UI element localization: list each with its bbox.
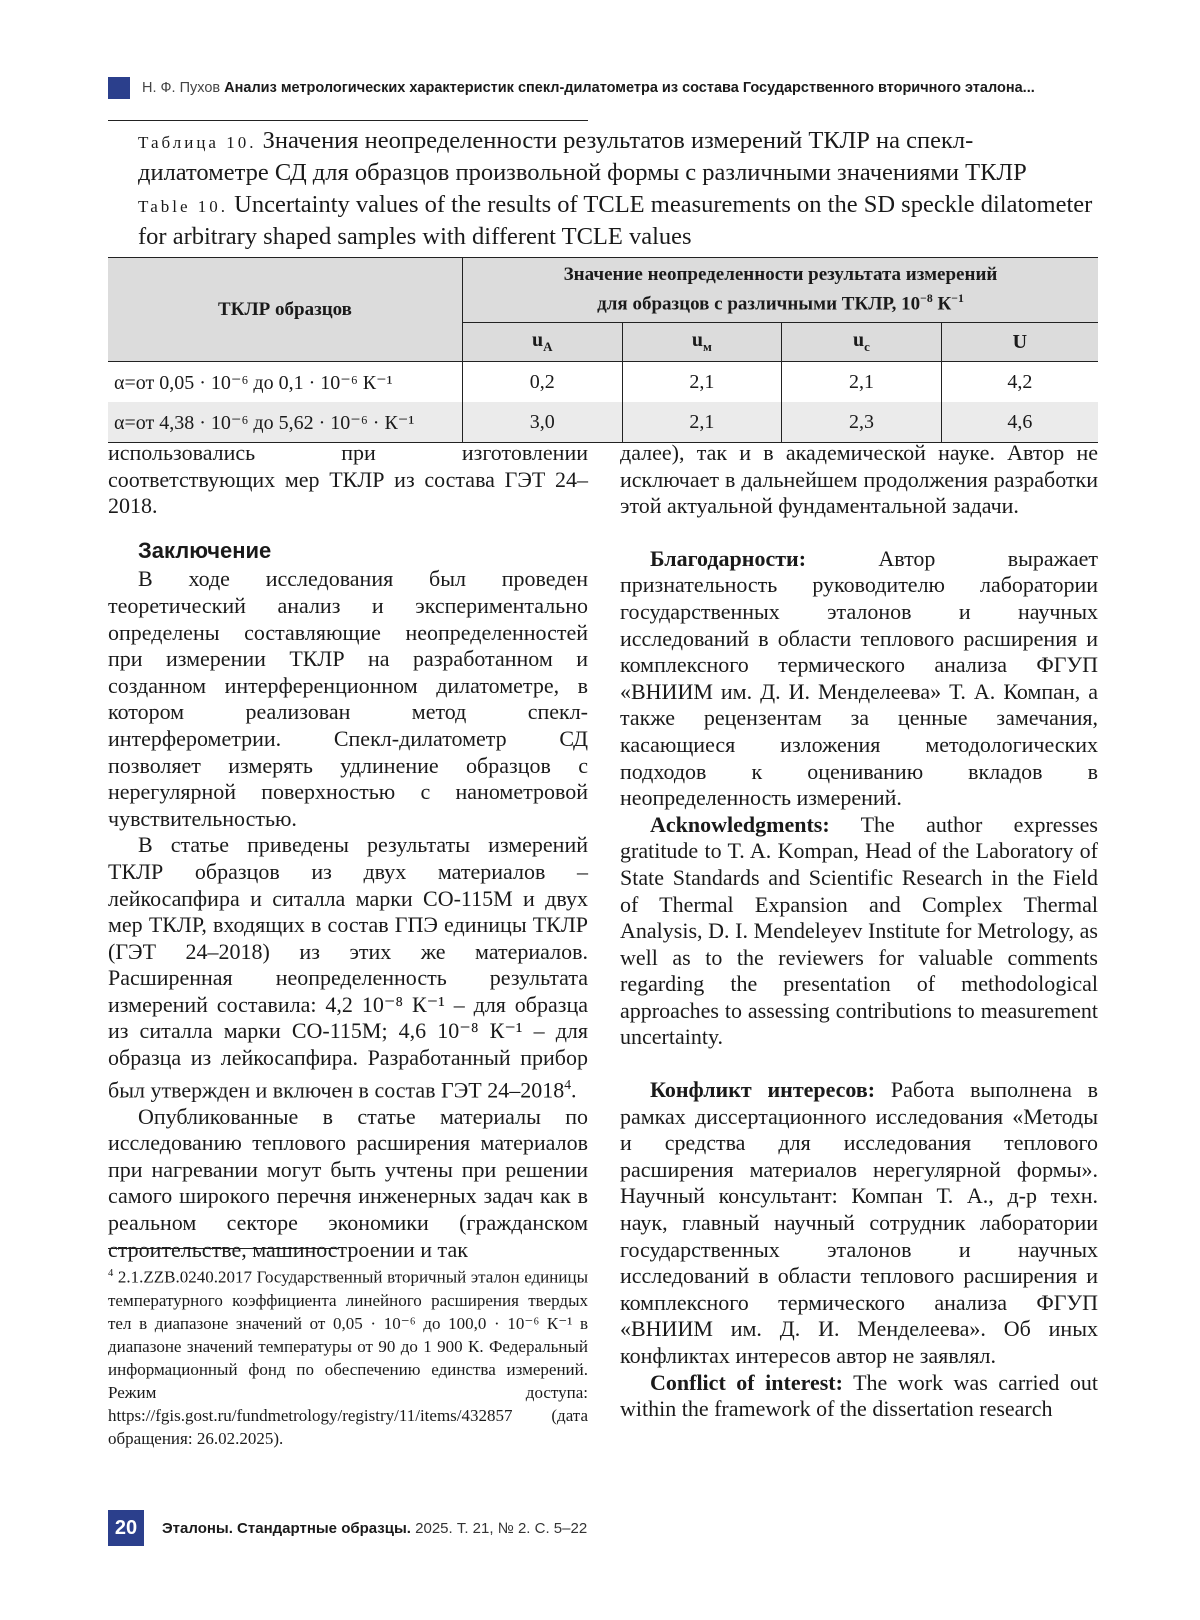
journal-citation xyxy=(162,1520,587,1537)
footnote-number: 4 xyxy=(108,1268,114,1279)
journal-issue: 2025. Т. 21, № 2. С. 5–22 xyxy=(410,1519,588,1537)
spacer xyxy=(620,520,1098,546)
conclusion-paragraph-3: Опубликованные в статье материалы по исследованию теплового расширения материалов при нагревании могут быть учтены при решении самого широкого перечня инженерных задач как в реальном секторе экономики (гражданском строительстве, машиностроении и так xyxy=(108,1103,588,1262)
footnote-ref-4: 4 xyxy=(564,1076,572,1092)
group-header-unit: К xyxy=(932,293,952,315)
conclusion-paragraph-1: В ходе исследования был проведен теоретический анализ и экспериментально определены составляющие неопределенностей при измерении ТКЛР на разработанном и созданном интерференционном дилатометре, в котором реализован метод спекл-интерферометрии. Спекл-дилатометр СД позволяет измерять удлинение образцов с нерегулярной поверхностью с нанометровой чувствительностью. xyxy=(108,566,588,831)
group-header-line1: Значение неопределенности результата измерений xyxy=(563,264,998,286)
header-color-mark xyxy=(108,77,130,99)
cell-um: 2,1 xyxy=(622,362,782,403)
group-header-unit-exp: −1 xyxy=(951,292,964,306)
conflict-en-text: The work was carried out within the framework of the dissertation research xyxy=(620,1369,1098,1422)
header-text xyxy=(142,80,1035,96)
row-label: α=от 4,38 · 10⁻⁶ до 5,62 · 10⁻⁶ · К⁻¹ xyxy=(108,402,463,443)
footnote-4 xyxy=(108,1262,588,1450)
conclusion-paragraph-2-text: В статье приведены результаты измерений ТКЛР образцов из двух материалов – лейкосапфира и ситалла марки СО-115М и двух мер ТКЛР, входящих в состав ГПЭ единицы ТКЛР (ГЭТ 24–2018) из этих же материалов. Расширенная неопределенность результата измерений составила: 4,2 10⁻⁸ К⁻¹ – для образца из ситалла марки СО-115М; 4,6 10⁻⁸ К⁻¹ – для образца из лейкосапфира. Разработанный прибор был утвержден и включен в состав ГЭТ 24–2018 xyxy=(108,832,588,1102)
conflict-ru-label: Конфликт интересов: xyxy=(650,1077,876,1103)
conclusion-heading: Заключение xyxy=(138,537,272,563)
footnote-text: 2.1.ZZB.0240.2017 Государственный вторичный эталон единицы температурного коэффициента линейного расширения твердых тел в диапазоне значений от 0,05 · 10⁻⁶ до 100,0 · 10⁻⁶ К⁻¹ в диапазоне значений температуры от 90 до 1 900 К. Федеральный информационный фонд по обеспечению единства измерений. Режим доступа: https://fgis.gost.ru/fundmetrology/registry/11/items/432857 (дата обращения: 26.02.2025). xyxy=(108,1267,588,1448)
table-row xyxy=(108,402,1098,443)
conflict-en-paragraph xyxy=(620,1370,1098,1423)
thanks-label: Благодарности: xyxy=(650,545,807,571)
thanks-paragraph xyxy=(620,546,1098,812)
caption-en-text: Uncertainty values of the results of TCLE measurements on the SD speckle dilatometer for arbitrary shaped samples with different TCLE values xyxy=(138,191,1093,250)
group-header-exp: −8 xyxy=(920,292,933,306)
row-label: α=от 0,05 · 10⁻⁶ до 0,1 · 10⁻⁶ К⁻¹ xyxy=(108,362,463,403)
caption-ru-label: Таблица 10. xyxy=(138,133,257,152)
acknowledgments-paragraph xyxy=(620,812,1098,1051)
caption-top-rule xyxy=(108,120,588,121)
left-column xyxy=(108,440,588,1263)
conflict-ru-paragraph xyxy=(620,1077,1098,1370)
conclusion-paragraph-2 xyxy=(108,832,588,1103)
header-author: Н. Ф. Пухов xyxy=(142,80,221,96)
cell-uA: 3,0 xyxy=(463,402,623,443)
cell-U: 4,6 xyxy=(941,402,1098,443)
conclusion-paragraph-2-end: . xyxy=(571,1076,577,1102)
conflict-en-label: Conflict of interest: xyxy=(650,1369,843,1395)
acknowledgments-label: Acknowledgments: xyxy=(650,811,830,837)
subheader-uc: $u_c$ xyxy=(782,323,942,362)
running-header xyxy=(108,75,1098,101)
table-row xyxy=(108,362,1098,403)
cell-U: 4,2 xyxy=(941,362,1098,403)
header-uncertainty-group xyxy=(463,258,1099,323)
subheader-U: U xyxy=(941,323,1098,362)
caption-en-label: Table 10. xyxy=(138,197,229,216)
right-paragraph-continuation: далее), так и в академической науке. Автор не исключает в дальнейшем продолжения разработки этой актуальной фундаментальной задачи. xyxy=(620,440,1098,519)
uncertainty-table xyxy=(108,257,1098,443)
subheader-um: $u_м$ xyxy=(622,323,782,362)
spacer xyxy=(620,1051,1098,1077)
journal-name: Эталоны. Стандартные образцы. xyxy=(162,1519,411,1537)
caption-ru-text: Значения неопределенности результатов измерений ТКЛР на спекл-дилатометре СД для образцов произвольной формы с различными значениями ТКЛР xyxy=(138,127,1027,186)
cell-uA: 0,2 xyxy=(463,362,623,403)
thanks-text: Автор выражает признательность руководителю лаборатории государственных эталонов и научных исследований в области теплового расширения и комплексного термического анализа ФГУП «ВНИИМ им. Д. И. Менделеева» Т. А. Компан, а также рецензентам за ценные замечания, касающиеся изложения методологических подходов к оцениванию вкладов в неопределенность измерений. xyxy=(620,545,1098,811)
cell-uc: 2,3 xyxy=(782,402,942,443)
right-column xyxy=(620,440,1098,1423)
table-caption-en xyxy=(138,190,1098,252)
cell-um: 2,1 xyxy=(622,402,782,443)
footnote-rule xyxy=(108,1248,338,1249)
acknowledgments-text: The author expresses gratitude to T. A. Kompan, Head of the Laboratory of State Standards and Scientific Research in the Field of Thermal Expansion and Complex Thermal Analysis, D. I. Mendeleyev Institute for Metrology, as well as to the reviewers for valuable comments regarding the presentation of methodological approaches to assessing contributions to measurement uncertainty. xyxy=(620,811,1098,1050)
group-header-line2: для образцов с различными ТКЛР, 10 xyxy=(597,293,921,315)
header-article-title: Анализ метрологических характеристик спекл-дилатометра из состава Государственного вторичного эталона... xyxy=(224,80,1035,96)
table-header-row xyxy=(108,258,1098,323)
header-tclr-samples: ТКЛР образцов xyxy=(108,258,463,362)
subheader-uA: $u_A$ xyxy=(463,323,623,362)
conflict-ru-text: Работа выполнена в рамках диссертационного исследования «Методы и средства для исследования теплового расширения материалов нерегулярной формы». Научный консультант: Компан Т. А., д-р техн. наук, главный научный сотрудник лаборатории государственных эталонов и научных исследований в области теплового расширения и комплексного термического анализа ФГУП «ВНИИМ им. Д. И. Менделеева». Об иных конфликтах интересов автор не заявлял. xyxy=(620,1077,1098,1368)
table-caption-ru xyxy=(138,126,1098,188)
page-number: 20 xyxy=(108,1510,144,1546)
left-paragraph-continuation: использовались при изготовлении соответствующих мер ТКЛР из состава ГЭТ 24–2018. xyxy=(108,440,588,519)
page-footer xyxy=(108,1508,587,1548)
cell-uc: 2,1 xyxy=(782,362,942,403)
